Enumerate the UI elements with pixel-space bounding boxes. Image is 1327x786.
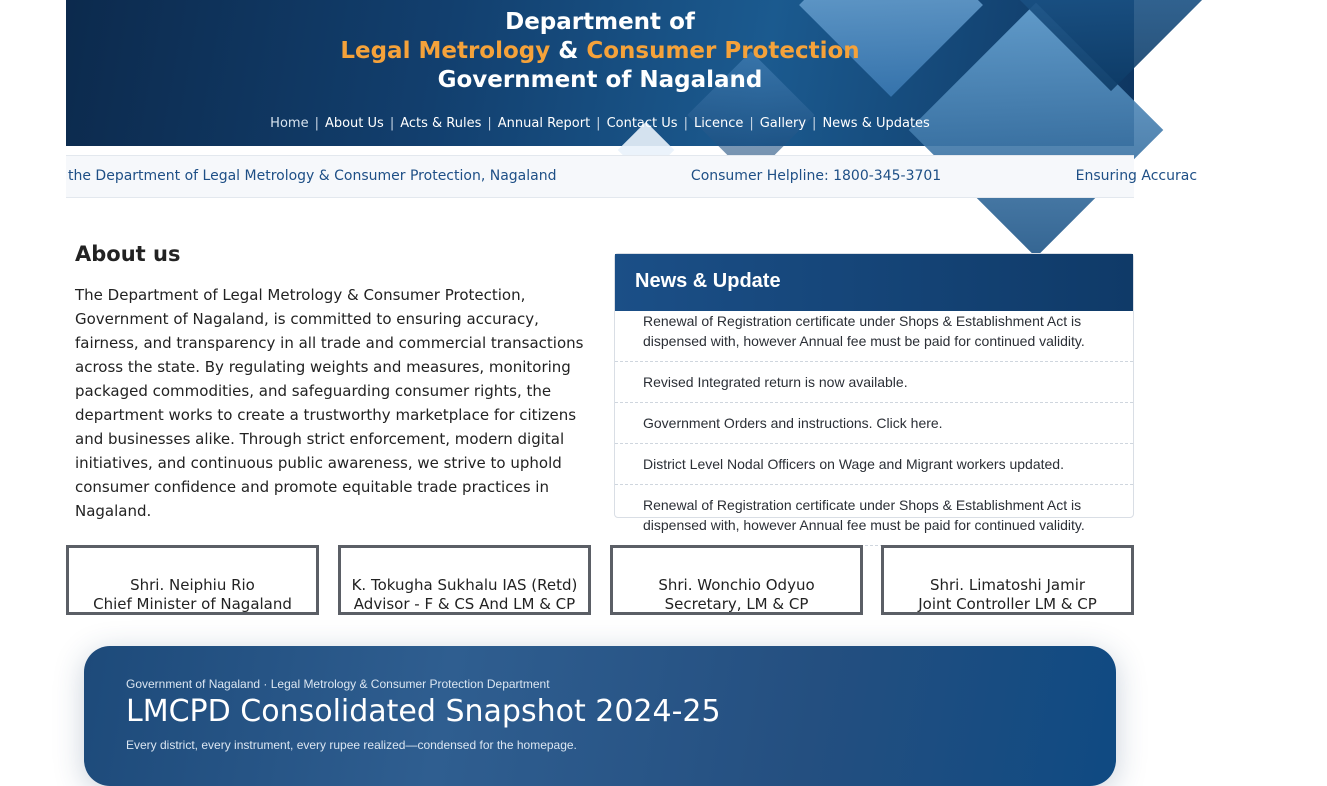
official-card-secretary[interactable]: [610, 545, 863, 615]
news-panel: [614, 253, 1134, 533]
news-item[interactable]: Renewal of Registration certificate under Shops & Establishment Act is dispensed with, however Annual fee must be paid for continued validity.: [615, 485, 1133, 546]
nav-separator: |: [812, 116, 817, 131]
nav-separator: |: [749, 116, 754, 131]
site-header: [66, 0, 1134, 146]
nav-licence[interactable]: Licence: [693, 116, 744, 131]
official-role: Chief Minister of Nagaland: [93, 595, 292, 613]
news-heading: News & Update: [615, 254, 1133, 311]
snapshot-subtitle: Every district, every instrument, every rupee realized—condensed for the homepage.: [126, 738, 577, 752]
nav-separator: |: [314, 116, 319, 131]
official-name: Shri. Wonchio Odyuo: [658, 576, 815, 594]
title-line-1: Department of: [505, 9, 695, 35]
main-nav: [66, 116, 1134, 131]
nav-news-updates[interactable]: News & Updates: [822, 116, 930, 131]
news-ticker: [66, 155, 1198, 198]
official-card-advisor[interactable]: [338, 545, 591, 615]
nav-separator: |: [487, 116, 492, 131]
about-body: The Department of Legal Metrology & Consumer Protection, Government of Nagaland, is committed to ensuring accuracy, fairness, and transparency in all trade and commercial transactions across the state. By regulating weights and measures, monitoring packaged commodities, and safeguarding consumer rights, the department works to create a trustworthy marketplace for citizens and businesses alike. Through strict enforcement, modern digital initiatives, and continuous public awareness, we strive to uphold consumer confidence and promote equitable trade practices in Nagaland.: [75, 286, 584, 520]
snapshot-kicker: Government of Nagaland · Legal Metrology & Consumer Protection Department: [126, 677, 550, 691]
nav-separator: |: [683, 116, 688, 131]
title-line-2: [66, 37, 1134, 66]
official-card-joint-controller[interactable]: [881, 545, 1134, 615]
nav-home[interactable]: Home: [270, 116, 309, 131]
title-accent-2: Consumer Protection: [586, 38, 860, 64]
official-role: Secretary, LM & CP: [664, 595, 809, 613]
nav-annual-report[interactable]: Annual Report: [497, 116, 591, 131]
nav-gallery[interactable]: Gallery: [759, 116, 807, 131]
nav-separator: |: [596, 116, 601, 131]
snapshot-banner: [84, 646, 1116, 786]
snapshot-title: LMCPD Consolidated Snapshot 2024-25: [126, 694, 721, 729]
news-item[interactable]: Government Orders and instructions. Click here.: [615, 403, 1133, 444]
news-list[interactable]: [615, 311, 1133, 533]
ticker-item[interactable]: Ensuring Accurac: [1075, 168, 1198, 184]
news-item[interactable]: Revised Integrated return is now available.: [615, 362, 1133, 403]
title-ampersand: &: [558, 38, 579, 64]
official-card-chief-minister[interactable]: [66, 545, 319, 615]
title-line-3: Government of Nagaland: [437, 67, 763, 93]
nav-about-us[interactable]: About Us: [324, 116, 384, 131]
ticker-track: [68, 168, 1327, 184]
ticker-item[interactable]: the Department of Legal Metrology & Consumer Protection, Nagaland: [68, 168, 557, 184]
nav-separator: |: [389, 116, 395, 131]
site-title: [66, 8, 1134, 95]
about-heading: About us: [75, 242, 181, 266]
title-accent-1: Legal Metrology: [340, 38, 551, 64]
nav-acts-rules[interactable]: Acts & Rules: [400, 116, 482, 131]
nav-contact-us[interactable]: Contact Us: [606, 116, 678, 131]
news-item[interactable]: Renewal of Registration certificate under Shops & Establishment Act is dispensed with, however Annual fee must be paid for continued validity.: [615, 301, 1133, 362]
ticker-item[interactable]: Consumer Helpline: 1800-345-3701: [690, 168, 942, 184]
official-role: Joint Controller LM & CP: [918, 595, 1097, 613]
official-name: Shri. Limatoshi Jamir: [929, 576, 1086, 594]
official-name: Shri. Neiphiu Rio: [130, 576, 255, 594]
official-role: Advisor - F & CS And LM & CP: [353, 595, 576, 613]
official-name: K. Tokugha Sukhalu IAS (Retd): [351, 576, 578, 594]
about-section: [75, 242, 590, 523]
news-item[interactable]: District Level Nodal Officers on Wage and Migrant workers updated.: [615, 444, 1133, 485]
